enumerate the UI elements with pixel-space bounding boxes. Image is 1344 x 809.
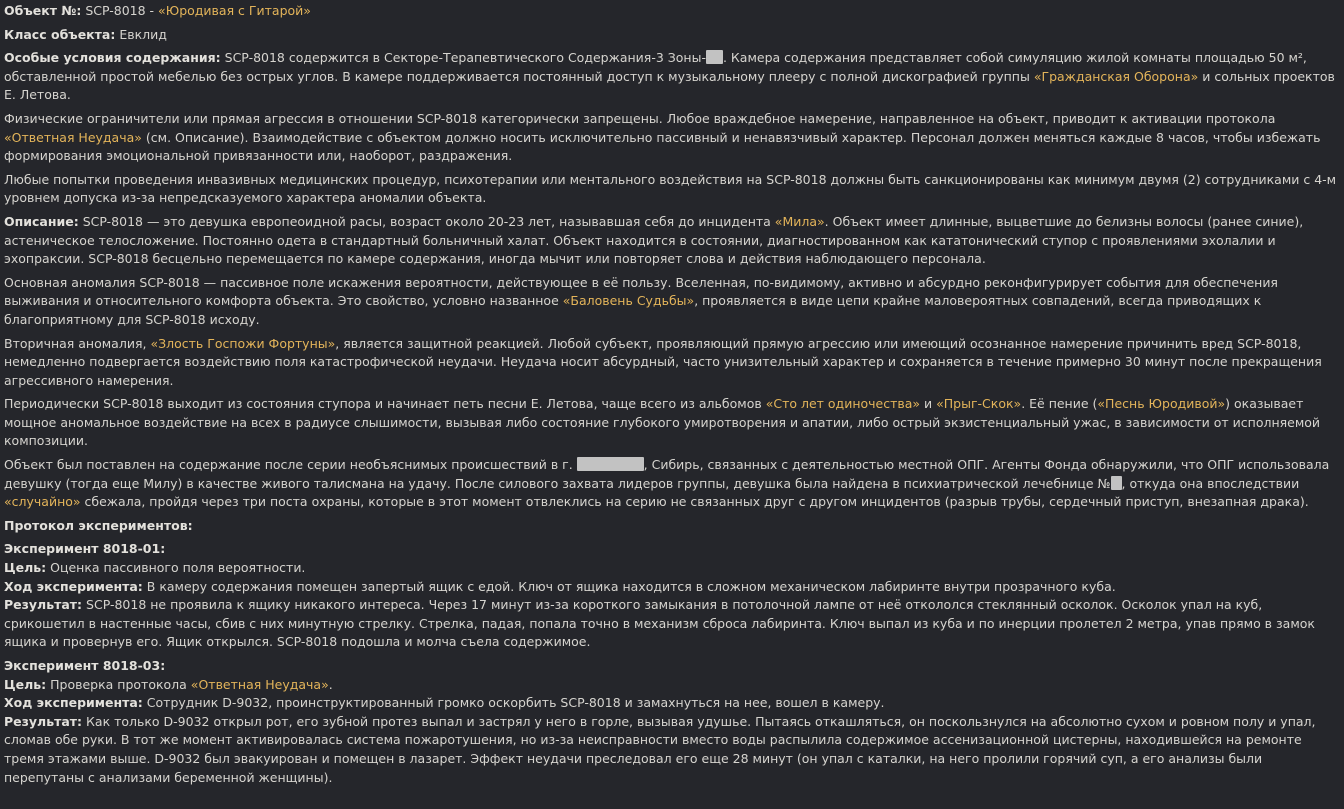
experiment-goal — [4, 676, 1340, 695]
experiment-result — [4, 713, 1340, 787]
experiment-goal — [4, 559, 1340, 578]
description-text: Вторичная аномалия, — [4, 335, 151, 351]
description-text: . Её пение ( — [1021, 396, 1098, 412]
experiment-8018-01 — [4, 540, 1340, 652]
containment-p3: Любые попытки проведения инвазивных медицинских процедур, психотерапии или ментального воздействия на SCP-8018 должны быть санкционированы как минимум двумя (2) сотрудниками с 4-м уровнем допуска из-за непредсказуемого характера аномалии объекта. — [4, 171, 1337, 206]
redacted-city-block — [577, 457, 644, 471]
goal-text: Проверка протокола — [50, 676, 191, 692]
goal-label: Цель: — [4, 560, 47, 576]
description-text: SCP-8018 — это девушка европеоидной расы, возраст около 20-23 лет, называвшая себя до инцидента — [82, 213, 775, 229]
course-text: В камеру содержания помещен запертый ящик с едой. Ключ от ящика находится в сложном механическом лабиринте внутри прозрачного куба. — [146, 578, 1116, 594]
link-grazhdanskaya-oborona[interactable]: «Гражданская Оборона» — [1033, 68, 1199, 84]
protocol-title — [4, 517, 1340, 536]
redacted-zone-block — [706, 50, 723, 64]
link-otvetnaya-neudacha[interactable]: «Ответная Неудача» — [4, 129, 142, 145]
link-pryg-skok[interactable]: «Прыг-Скок» — [936, 396, 1022, 412]
description-p2 — [4, 274, 1340, 330]
result-text: SCP-8018 не проявила к ящику никакого интереса. Через 17 минут из-за короткого замыкания в потолочной лампе от неё откололся стеклянный осколок. Осколок упал на куб, срикошетил в настенные часы, сбив с них минутную стрелку. Стрелка, падая, попала точно в механизм сброса лабиринта. Ключ выпал из куба и по инерции пролетел 2 метра, упав прямо в замок ящика и провернув его. Ящик открылся. SCP-8018 подошла и молча съела содержимое. — [4, 597, 1315, 650]
link-zlost-gospozhi-fortuny[interactable]: «Злость Госпожи Фортуны» — [150, 335, 336, 351]
experiment-title — [4, 657, 1340, 676]
object-nickname: «Юродивая с Гитарой» — [158, 3, 311, 18]
description-text: , является защитной реакцией. Любой субъект, проявляющий прямую агрессию или имеющий осознанное намерение причинить вред SCP-8018, немедленно подвергается воздействию поля катастрофической неудачи. Неудача носит абсурдный, часто унизительный характер и сохраняется в течение примерно 30 минут после прекращения агрессивного намерения. — [4, 335, 1322, 388]
description-p1 — [4, 213, 1340, 269]
object-label: Объект №: — [4, 3, 82, 18]
description-p5 — [4, 456, 1340, 512]
experiment-title-text: Эксперимент 8018-03: — [4, 658, 166, 673]
object-header — [4, 2, 1340, 21]
containment-label: Особые условия содержания: — [4, 50, 221, 66]
description-text: ) оказывает мощное аномальное воздействие на всех в радиусе слышимости, вызывая либо состояние глубокого умиротворения и апатии, либо острый экзистенциальный ужас, в зависимости от исполняемой композиции. — [4, 396, 1321, 449]
link-mila[interactable]: «Мила» — [774, 213, 825, 229]
link-pesn-yurodivoy[interactable]: «Песнь Юродивой» — [1097, 396, 1226, 412]
class-value: Евклид — [119, 26, 167, 42]
containment-text: Физические ограничители или прямая агрессия в отношении SCP-8018 категорически запрещены. Любое враждебное намерение, направленное на объект, приводит к активации протокола — [4, 110, 1276, 126]
description-text: , откуда она впоследствии — [1121, 475, 1300, 491]
containment-p1 — [4, 49, 1340, 105]
description-p3 — [4, 335, 1340, 391]
document — [4, 2, 1340, 792]
description-text: сбежала, пройдя через три поста охраны, которые в этот момент отвлеклись на серию не связанных друг с другом инцидентов (разрыв трубы, сердечный приступ, внезапная драка). — [80, 494, 1309, 510]
class-label: Класс объекта: — [4, 26, 116, 42]
title-dash: - — [145, 3, 159, 18]
course-label: Ход эксперимента: — [4, 695, 143, 711]
experiment-title — [4, 540, 1340, 559]
experiment-result — [4, 596, 1340, 652]
link-otvetnaya-neudacha-2[interactable]: «Ответная Неудача» — [190, 676, 329, 692]
containment-text: SCP-8018 содержится в Секторе-Терапевтического Содержания-3 Зоны- — [224, 50, 706, 66]
description-text: Основная аномалия SCP-8018 — пассивное поле искажения вероятности, действующее в её пользу. Вселенная, по-видимому, активно и абсурдно реконфигурирует события для обеспечения выживания и относительного комфорта объекта. Это свойство, условно названное — [4, 274, 1278, 309]
goal-text: Оценка пассивного поля вероятности. — [50, 560, 306, 576]
containment-p2 — [4, 110, 1340, 166]
description-text: , проявляется в виде цепи крайне маловероятных совпадений, всегда приводящих к благоприятному для SCP-8018 исходу. — [4, 293, 1262, 327]
link-sto-let-odinochestva[interactable]: «Сто лет одиночества» — [765, 396, 921, 412]
result-label: Результат: — [4, 713, 83, 729]
experiment-8018-03 — [4, 657, 1340, 787]
containment-text: (см. Описание). Взаимодействие с объектом должно носить исключительно пассивный и ненавязчивый характер. Персонал должен меняться каждые 8 часов, чтобы избежать формирования эмоциональной привязанности или, наоборот, раздражения. — [4, 129, 1321, 164]
experiment-course — [4, 578, 1340, 597]
experiment-title-text: Эксперимент 8018-01: — [4, 541, 166, 557]
object-id: SCP-8018 — [85, 3, 146, 18]
goal-label: Цель: — [4, 676, 47, 692]
description-text: Объект был поставлен на содержание после серии необъяснимых происшествий в г. — [4, 457, 577, 473]
experiment-course — [4, 694, 1340, 713]
redacted-number-block — [1111, 476, 1122, 490]
object-class — [4, 26, 1340, 45]
result-label: Результат: — [4, 597, 83, 613]
description-text: , Сибирь, связанных с деятельностью местной ОПГ. Агенты Фонда обнаружили, что ОПГ использовала девушку (тогда еще Милу) в качестве живого талисмана на удачу. После силового захвата лидеров группы, девушка была найдена в психиатрической лечебнице № — [4, 457, 1330, 491]
containment-text: . Камера содержания представляет собой симуляцию жилой комнаты площадью 50 м², обставленной простой мебелью без острых углов. В камере поддерживается постоянный доступ к музыкальному плееру с полной дискографией группы — [4, 50, 1307, 84]
result-text: Как только D-9032 открыл рот, его зубной протез выпал и застрял у него в горле, вызывая удушье. Пытаясь откашляться, он поскользнулся на абсолютно сухом и ровном полу и упал, сломав обе руки. В тот же момент активировалась система пожаротушения, но из-за неисправности вместо воды распылила содержимое ассенизационной цистерны, находившейся на ремонте тремя этажами выше. D-9032 был эвакуирован и помещен в лазарет. Эффект неудачи преследовал его еще 28 минут (он упал с каталки, на него пролили горячий суп, а его анализы были перепутаны с анализами беременной женщины). — [4, 713, 1316, 785]
course-text: Сотрудник D-9032, проинструктированный громко оскорбить SCP-8018 и замахнуться на нее, вошел в камеру. — [146, 695, 885, 711]
description-p4 — [4, 395, 1340, 451]
description-text: Периодически SCP-8018 выходит из состояния ступора и начинает петь песни Е. Летова, чаще всего из альбомов — [4, 396, 766, 412]
containment-text: и сольных проектов Е. Летова. — [4, 68, 1335, 103]
link-baloven-sudby[interactable]: «Баловень Судьбы» — [562, 293, 695, 309]
protocol-title-text: Протокол экспериментов: — [4, 517, 193, 533]
description-text: . Объект имеет длинные, выцветшие до белизны волосы (ранее синие), астеническое телосложение. Постоянно одета в стандартный больничный халат. Объект находится в состоянии, диагностированном как кататонический ступор с проявлениями эхолалии и эхопраксии. SCP-8018 бесцельно перемещается по камере содержания, иногда мычит или повторяет слова и действия наблюдающего персонала. — [4, 213, 1304, 267]
description-label: Описание: — [4, 213, 79, 229]
description-text: и — [920, 396, 937, 412]
course-label: Ход эксперимента: — [4, 578, 143, 594]
goal-text: . — [328, 676, 333, 692]
link-sluchayno[interactable]: «случайно» — [4, 494, 81, 510]
